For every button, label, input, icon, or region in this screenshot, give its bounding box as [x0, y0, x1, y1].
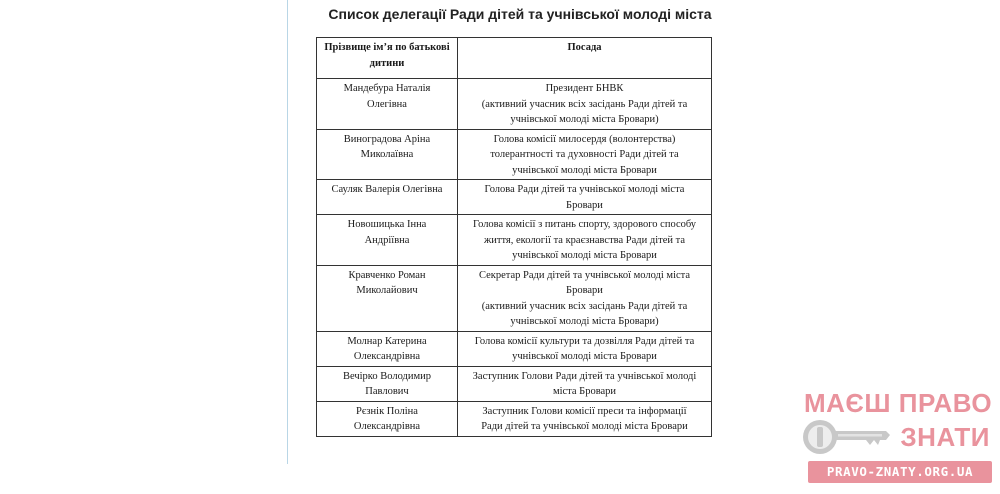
cell-name-line: Молнар Катерина [347, 335, 427, 347]
cell-name-line: Мандебура Наталія [343, 83, 431, 94]
cell-position-line: Бровари [566, 199, 603, 211]
cell-name-line: Рєзнік Поліна [356, 405, 418, 417]
cell-position-line: Голова Ради дітей та учнівської молоді міста [484, 184, 685, 195]
cell-position [458, 331, 712, 366]
table-row [317, 215, 712, 266]
header-position: Посада [458, 38, 712, 79]
cell-name [317, 331, 458, 366]
table-row [317, 79, 712, 130]
table-row [317, 331, 712, 366]
delegation-table [316, 37, 712, 437]
cell-position-line: учнівської молоді міста Бровари [512, 164, 657, 176]
table-row [317, 265, 712, 331]
table-row [317, 401, 712, 436]
cell-position-line: учнівської молоді міста Бровари) [510, 114, 659, 125]
table-row [317, 180, 712, 215]
cell-position-line: Заступник Голови Ради дітей та учнівської молоді [472, 370, 697, 382]
cell-name-line: Виноградова Аріна [343, 133, 431, 145]
table-header-row [317, 38, 712, 79]
page-title: Список делегації Ради дітей та учнівської молоді міста [328, 6, 712, 22]
cell-name [317, 79, 458, 130]
cell-name-line: Вечірко Володимир [342, 370, 432, 382]
cell-position-line: Секретар Ради дітей та учнівської молоді міста [478, 269, 691, 281]
cell-position [458, 215, 712, 266]
cell-name-line: Кравченко Роман [348, 269, 426, 281]
cell-position-line: (активний учасник всіх засідань Ради дітей та [481, 300, 688, 312]
cell-position-line: Голова комісії культури та дозвілля Ради дітей та [474, 335, 695, 347]
cell-position [458, 401, 712, 436]
table-body [317, 79, 712, 437]
cell-position [458, 129, 712, 180]
cell-position-line: Президент БНВК [545, 83, 624, 94]
cell-position-line: учнівської молоді міста Бровари [512, 351, 657, 362]
cell-position-line: толерантності та духовності Ради дітей та [490, 149, 679, 160]
cell-position-line: Голова комісії з питань спорту, здорового способу [472, 219, 697, 230]
cell-position [458, 366, 712, 401]
cell-position-line: Бровари [566, 285, 603, 296]
logo-url: PRAVO-ZNATY.ORG.UA [808, 461, 992, 483]
cell-name [317, 401, 458, 436]
cell-position-line: Голова комісії милосердя (волонтерства) [493, 133, 676, 145]
cell-position-line: учнівської молоді міста Бровари [512, 250, 657, 261]
cell-name-line: Павлович [365, 386, 409, 397]
cell-name-line: Андріївна [364, 234, 410, 246]
content-left-border [287, 0, 288, 464]
cell-name [317, 129, 458, 180]
cell-position [458, 180, 712, 215]
cell-name [317, 180, 458, 215]
cell-position-line: міста Бровари [552, 386, 617, 397]
cell-position-line: (активний учасник всіх засідань Ради дітей та [481, 98, 688, 110]
cell-name [317, 265, 458, 331]
cell-name [317, 215, 458, 266]
key-icon [800, 416, 892, 458]
table-row [317, 129, 712, 180]
cell-position-line: Заступник Голови комісії преси та інформації [482, 405, 687, 417]
cell-position [458, 265, 712, 331]
cell-name-line: Новошицька Інна [347, 219, 427, 230]
cell-name-line: Олександрівна [353, 351, 421, 362]
header-name: Прізвище ім’я по батькові дитини [317, 38, 458, 79]
cell-position [458, 79, 712, 130]
cell-position-line: Ради дітей та учнівської молоді міста Бровари [481, 421, 688, 432]
cell-name-line: Олександрівна [353, 421, 421, 432]
logo-text-line1: МАЄШ ПРАВО [804, 388, 993, 418]
cell-position-line: життя, екології та краєзнавства Ради дітей та [483, 234, 685, 246]
cell-name-line: Олегівна [367, 98, 407, 110]
cell-name-line: Миколаївна [360, 149, 414, 160]
cell-position-line: учнівської молоді міста Бровари) [510, 316, 659, 327]
table-row [317, 366, 712, 401]
logo-text-line2: ЗНАТИ [900, 422, 990, 452]
cell-name-line: Сауляк Валерія Олегівна [331, 184, 443, 195]
site-logo[interactable] [800, 388, 992, 488]
cell-name-line: Миколайович [356, 285, 418, 296]
cell-name [317, 366, 458, 401]
